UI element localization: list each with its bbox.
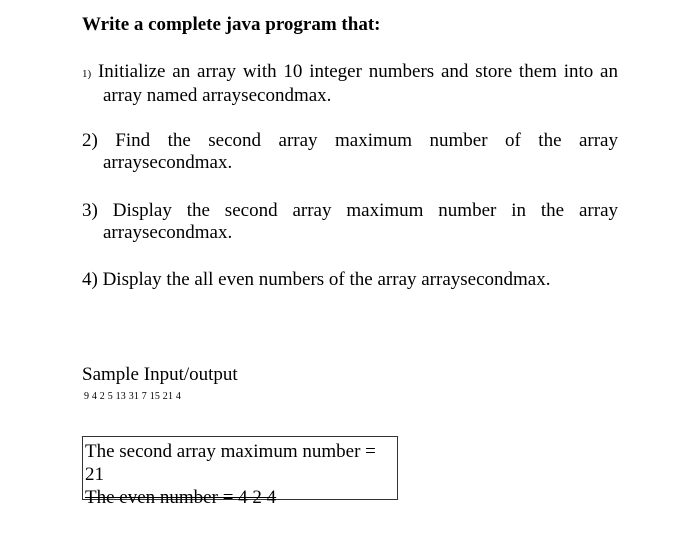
output-line-2: 21 xyxy=(85,464,104,485)
task-1-first-line xyxy=(82,61,618,85)
sample-output-box xyxy=(82,436,398,508)
task-1 xyxy=(82,61,618,107)
task-4 xyxy=(82,269,618,291)
task-3-number: 3) xyxy=(82,200,98,221)
task-2-text: Find the second array maximum number of the array xyxy=(115,130,618,151)
task-4-text: Display the all even numbers of the array arraysecondmax. xyxy=(102,269,551,290)
sample-io-label: Sample Input/output xyxy=(82,364,238,385)
task-2-first-line xyxy=(82,130,618,152)
task-1-continuation: array named arraysecondmax. xyxy=(103,85,332,106)
question-heading: Write a complete java program that: xyxy=(82,14,381,35)
task-1-text: Initialize an array with 10 integer numbers and store them into an xyxy=(97,61,618,82)
task-2 xyxy=(82,130,618,174)
task-3-text: Display the second array maximum number in the array xyxy=(112,200,618,221)
sample-input: 9 4 2 5 13 31 7 15 21 4 xyxy=(84,391,182,402)
task-3-first-line xyxy=(82,200,618,222)
task-2-number: 2) xyxy=(82,130,98,151)
task-4-number: 4) xyxy=(82,269,98,290)
output-line-3: The even number = 4 2 4 xyxy=(85,487,277,508)
task-2-continuation: arraysecondmax. xyxy=(103,152,233,173)
task-3 xyxy=(82,200,618,244)
task-3-continuation: arraysecondmax. xyxy=(103,222,233,243)
output-line-1: The second array maximum number = xyxy=(85,441,376,462)
task-1-number: 1) xyxy=(82,68,92,80)
